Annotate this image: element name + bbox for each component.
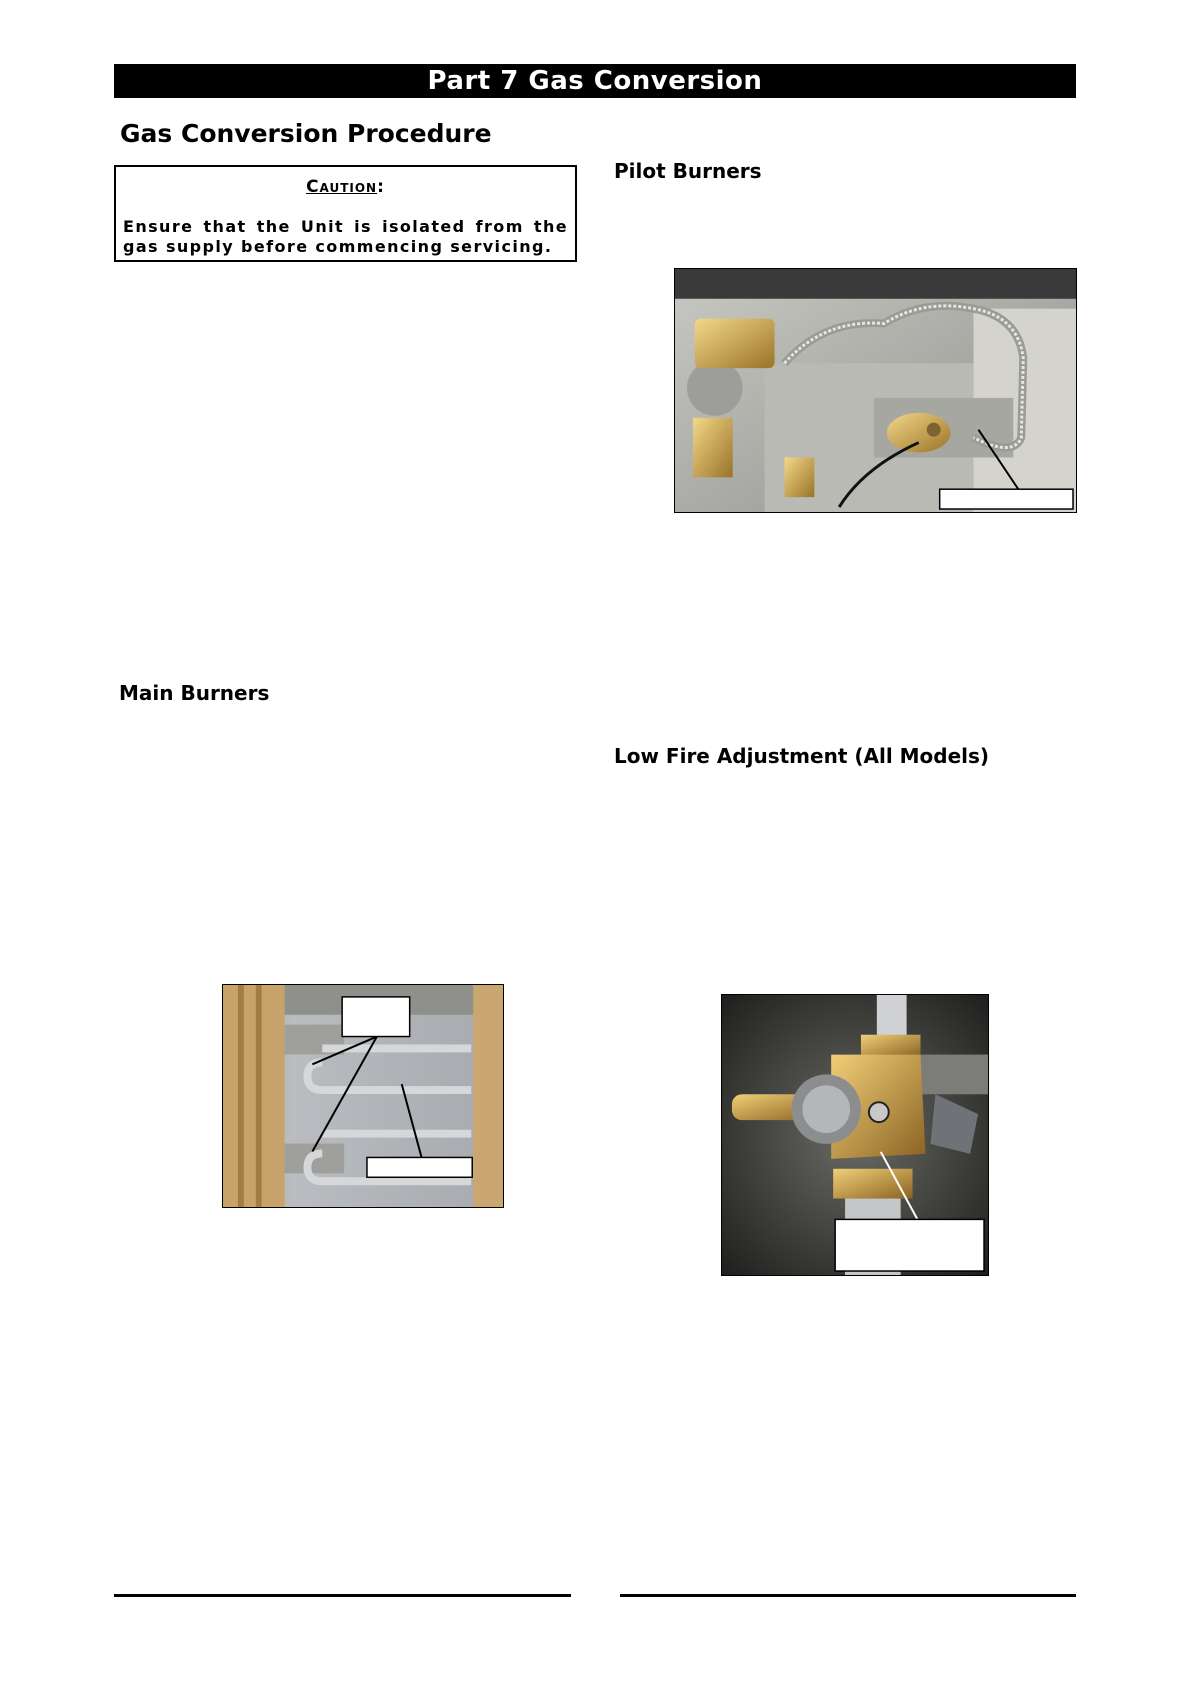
gas-valve-photo [721,994,989,1276]
section-heading-pilot-burners: Pilot Burners [614,159,762,183]
section-heading-low-fire-adjustment: Low Fire Adjustment (All Models) [614,744,990,768]
caution-text: Ensure that the Unit is isolated from the gas supply before commencing servicing. [123,217,568,256]
footer-rule-right [620,1594,1076,1597]
page-title: Gas Conversion Procedure [120,119,492,148]
caution-box [114,165,577,262]
main-burner-photo [222,984,504,1208]
caution-heading: Caution: [306,177,385,197]
section-heading-main-burners: Main Burners [119,681,270,705]
pilot-burner-photo [674,268,1077,513]
footer-rule-left [114,1594,571,1597]
part-banner: Part 7 Gas Conversion [114,64,1076,98]
